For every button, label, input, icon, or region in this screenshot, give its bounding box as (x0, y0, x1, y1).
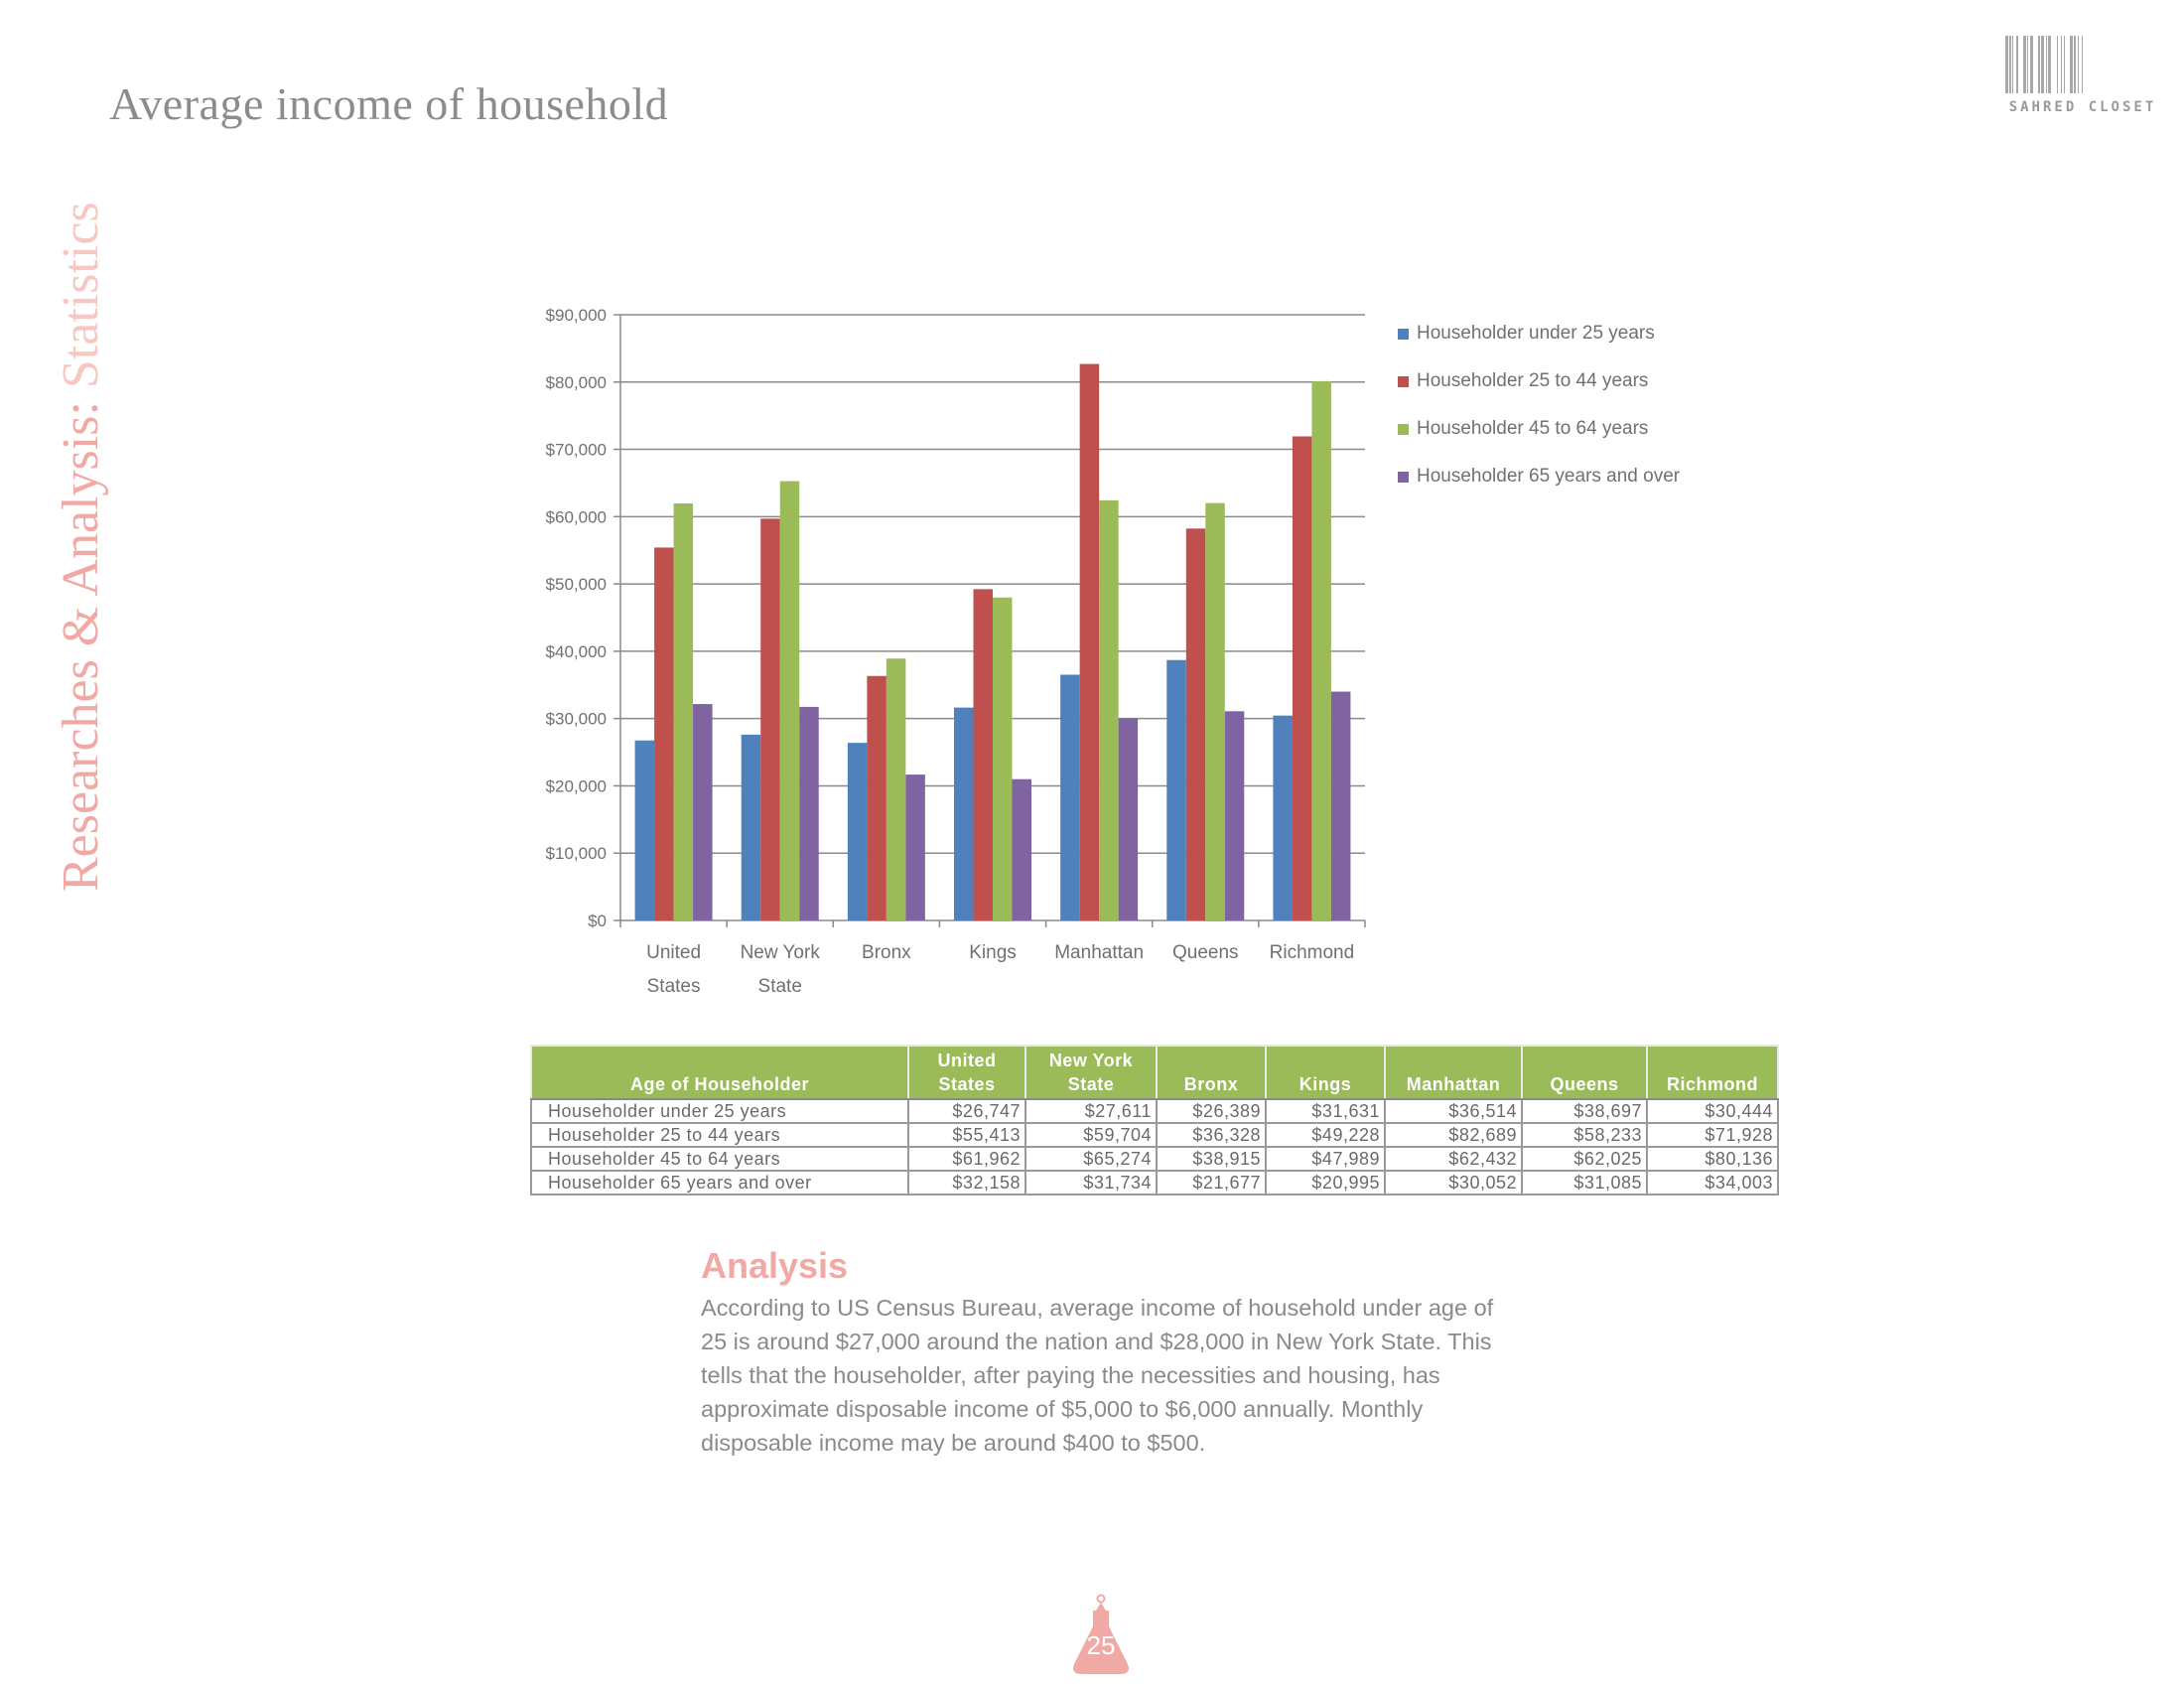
legend-swatch (1398, 424, 1409, 435)
table-cell: $36,514 (1385, 1099, 1522, 1123)
table-cell: $20,995 (1266, 1171, 1385, 1195)
bar (1013, 779, 1032, 920)
bar (974, 589, 994, 920)
side-title (52, 202, 110, 892)
table-cell: $36,328 (1157, 1123, 1266, 1147)
bar (693, 704, 713, 920)
bar (1331, 692, 1351, 920)
table-header-cell: Manhattan (1385, 1046, 1522, 1099)
bar (1186, 528, 1206, 920)
x-tick-label: Richmond (1269, 942, 1355, 963)
table-cell: $38,697 (1522, 1099, 1647, 1123)
table-cell: $55,413 (908, 1123, 1025, 1147)
table-cell: $49,228 (1266, 1123, 1385, 1147)
table-cell: $34,003 (1647, 1171, 1778, 1195)
table-cell: $71,928 (1647, 1123, 1778, 1147)
y-tick-label: $10,000 (545, 844, 607, 864)
x-tick-label: Queens (1172, 942, 1239, 963)
table-cell: $27,611 (1025, 1099, 1157, 1123)
table-header-cell: Queens (1522, 1046, 1647, 1099)
table-row (531, 1099, 1778, 1123)
y-tick-label: $70,000 (545, 440, 607, 460)
legend-item (1398, 405, 1680, 453)
bar-chart (496, 288, 1390, 1023)
bar (1166, 660, 1186, 920)
legend-label: Householder 65 years and over (1417, 466, 1681, 487)
bar (760, 518, 780, 920)
bar (635, 741, 655, 920)
table-row (531, 1123, 1778, 1147)
table-header-cell: Bronx (1157, 1046, 1266, 1099)
legend-item (1398, 453, 1680, 500)
legend-item (1398, 357, 1680, 405)
table-cell: $26,389 (1157, 1099, 1266, 1123)
x-tick-label: States (646, 976, 701, 997)
table-header-row (531, 1046, 1778, 1099)
legend-swatch (1398, 376, 1409, 387)
table-header-cell: New York State (1025, 1046, 1157, 1099)
bar (780, 482, 800, 920)
table-cell: Householder 25 to 44 years (531, 1123, 908, 1147)
legend-swatch (1398, 329, 1409, 340)
x-tick-label: New York (740, 942, 820, 963)
y-tick-label: $50,000 (545, 575, 607, 595)
bar (867, 676, 887, 920)
bar (1225, 711, 1245, 920)
x-tick-label: United (646, 942, 702, 963)
table-cell: $31,631 (1266, 1099, 1385, 1123)
table-cell: $62,025 (1522, 1147, 1647, 1171)
bar (887, 658, 906, 920)
y-tick-label: $20,000 (545, 776, 607, 796)
bar (654, 547, 674, 920)
table-cell: $62,432 (1385, 1147, 1522, 1171)
legend-swatch (1398, 472, 1409, 483)
x-tick-label: Bronx (862, 942, 911, 963)
barcode-icon (2003, 34, 2162, 97)
y-tick-label: $60,000 (545, 507, 607, 527)
y-tick-label: $80,000 (545, 372, 607, 392)
bar (905, 774, 925, 920)
table-header-cell: United States (908, 1046, 1025, 1099)
y-tick-label: $40,000 (545, 641, 607, 661)
table-cell: $61,962 (908, 1147, 1025, 1171)
table-cell: $32,158 (908, 1171, 1025, 1195)
table-cell: $26,747 (908, 1099, 1025, 1123)
legend-label: Householder 45 to 64 years (1417, 418, 1649, 439)
side-title-main: Researches & Analysis: (53, 388, 109, 892)
y-tick-label: $0 (588, 912, 607, 930)
table-cell: $31,734 (1025, 1171, 1157, 1195)
bar (742, 735, 761, 920)
table-row (531, 1171, 1778, 1195)
table-header-cell: Age of Householder (531, 1046, 908, 1099)
bar (674, 503, 694, 920)
bar (993, 598, 1013, 920)
bar (1099, 500, 1119, 920)
chart-legend (1398, 310, 1680, 500)
table-body (531, 1099, 1778, 1195)
table-cell: Householder 45 to 64 years (531, 1147, 908, 1171)
bar (1293, 436, 1312, 920)
table-cell: Householder under 25 years (531, 1099, 908, 1123)
analysis-title: Analysis (701, 1245, 849, 1286)
bar (1060, 675, 1080, 920)
table-cell: Householder 65 years and over (531, 1171, 908, 1195)
table-header-cell: Kings (1266, 1046, 1385, 1099)
legend-item (1398, 310, 1680, 357)
table-cell: $82,689 (1385, 1123, 1522, 1147)
table-header-cell: Richmond (1647, 1046, 1778, 1099)
bar (1119, 718, 1139, 920)
bar (1080, 364, 1100, 920)
side-title-sub: Statistics (53, 202, 109, 389)
table-cell: $30,444 (1647, 1099, 1778, 1123)
x-tick-label: Kings (969, 942, 1017, 963)
table-cell: $30,052 (1385, 1171, 1522, 1195)
analysis-body: According to US Census Bureau, average income of household under age of 25 is around $27,000 around the nation and $28,000 in New York State. This tells that the householder, after paying the necessities and housing, has approximate disposable income of $5,000 to $6,000 annually. Monthly disposable income may be around $400 to $500. (701, 1295, 1494, 1456)
legend-label: Householder under 25 years (1417, 323, 1655, 344)
page-number: 25 (1086, 1630, 1116, 1660)
table-cell: $59,704 (1025, 1123, 1157, 1147)
table-row (531, 1147, 1778, 1171)
x-tick-label: State (757, 976, 802, 997)
bar (1205, 503, 1225, 920)
table-cell: $80,136 (1647, 1147, 1778, 1171)
table-cell: $38,915 (1157, 1147, 1266, 1171)
bar (954, 708, 974, 920)
table-cell: $58,233 (1522, 1123, 1647, 1147)
y-tick-label: $30,000 (545, 709, 607, 729)
table-cell: $21,677 (1157, 1171, 1266, 1195)
bar (1273, 716, 1293, 920)
income-table (530, 1045, 1779, 1196)
bar (1311, 381, 1331, 920)
y-tick-label: $90,000 (545, 306, 607, 325)
table-cell: $47,989 (1266, 1147, 1385, 1171)
table-cell: $65,274 (1025, 1147, 1157, 1171)
bar (848, 743, 868, 920)
bar (799, 707, 819, 920)
table-cell: $31,085 (1522, 1171, 1647, 1195)
logo-text: SAHRED CLOSET (2008, 99, 2157, 115)
logo (2003, 34, 2162, 117)
page-title: Average income of household (109, 78, 669, 129)
legend-label: Householder 25 to 44 years (1417, 370, 1649, 391)
x-tick-label: Manhattan (1054, 942, 1145, 963)
